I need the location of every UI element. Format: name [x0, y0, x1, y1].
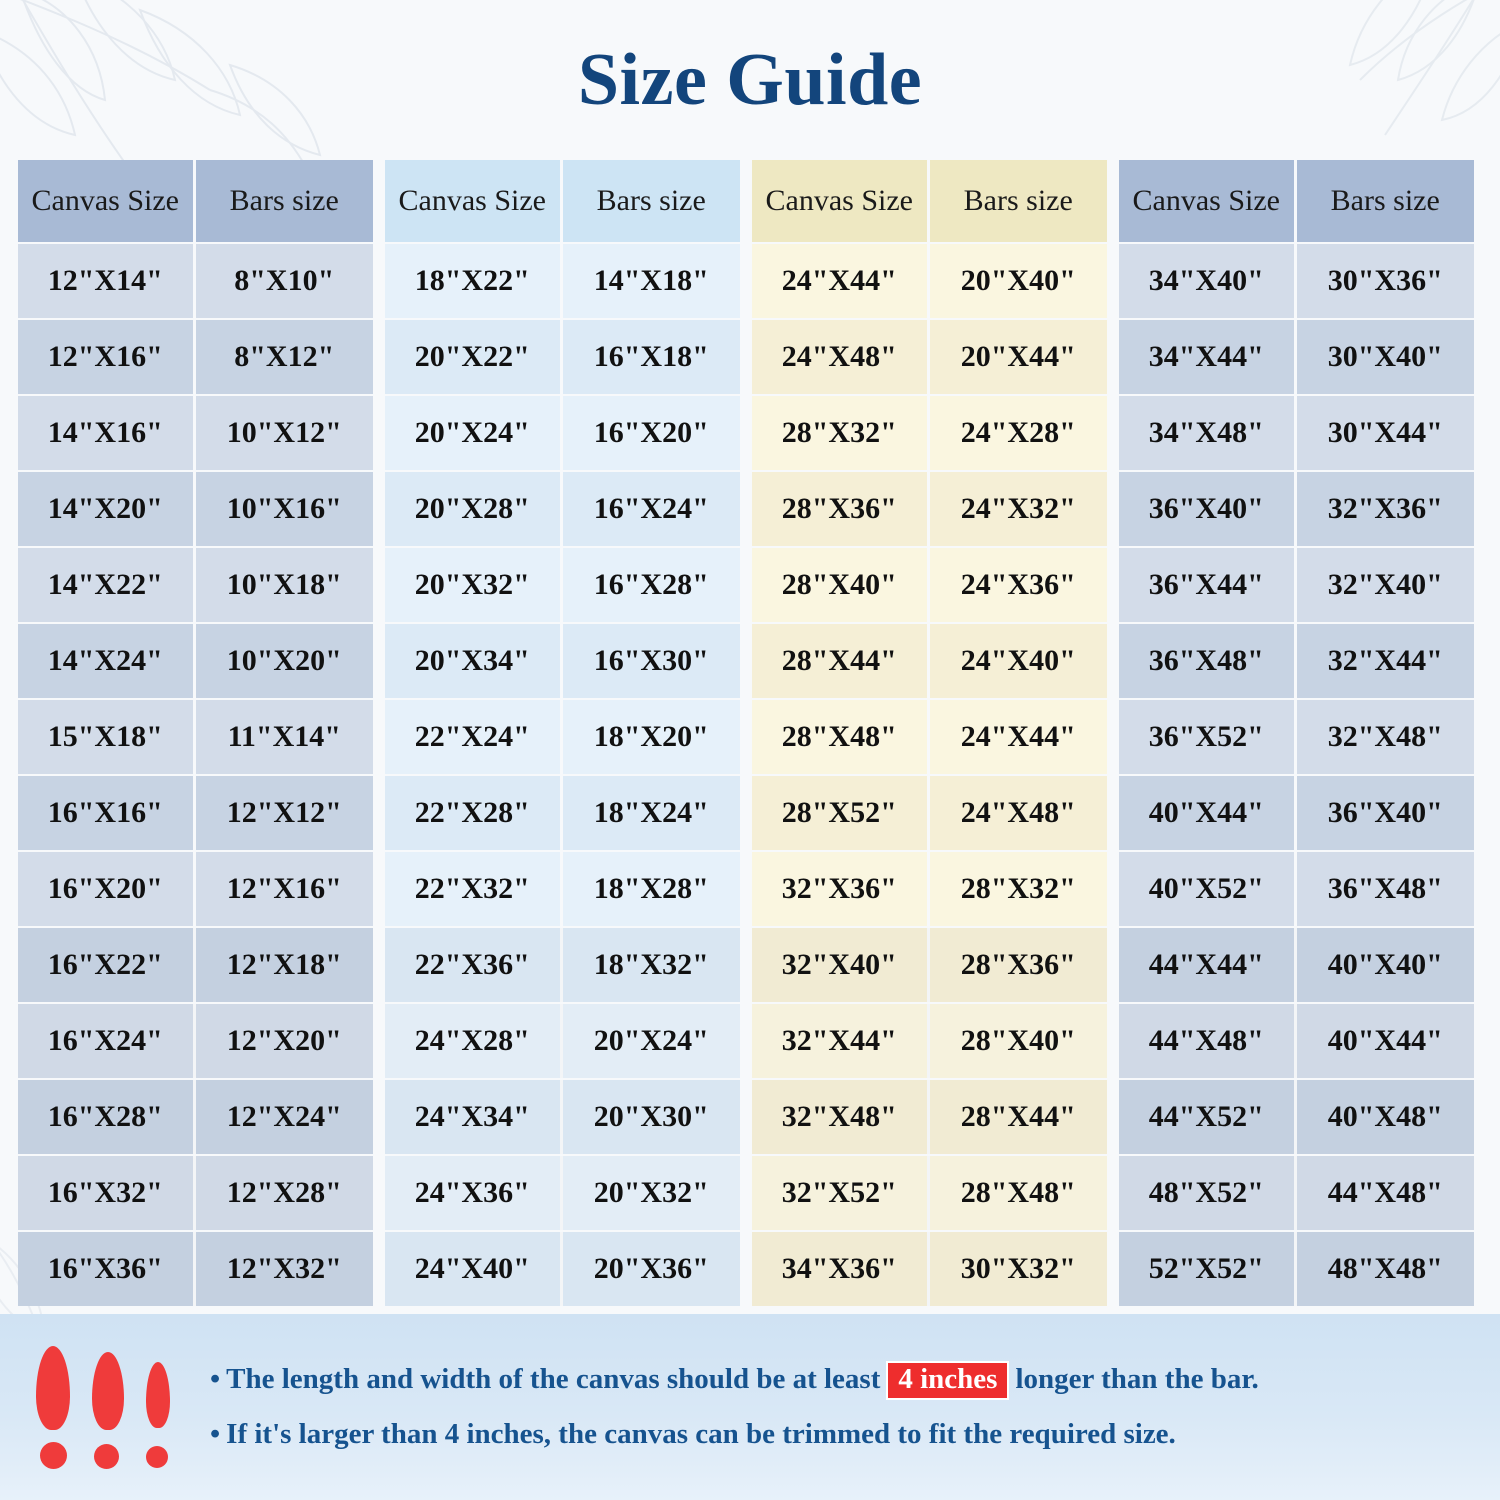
table-row [1119, 1232, 1474, 1306]
table-row [385, 852, 740, 926]
table-row [18, 852, 373, 926]
cell-bars-size: 40"X40" [1297, 928, 1475, 1002]
cell-canvas-size: 34"X48" [1119, 396, 1297, 470]
cell-bars-size: 28"X44" [930, 1080, 1108, 1154]
cell-bars-size: 11"X14" [196, 700, 374, 774]
cell-bars-size: 16"X20" [563, 396, 741, 470]
table-row [752, 548, 1107, 622]
cell-canvas-size: 28"X40" [752, 548, 930, 622]
table-row [752, 472, 1107, 546]
highlight-4-inches: 4 inches [886, 1361, 1009, 1399]
cell-canvas-size: 22"X36" [385, 928, 563, 1002]
table-row [385, 928, 740, 1002]
table-row [385, 1004, 740, 1078]
cell-canvas-size: 40"X52" [1119, 852, 1297, 926]
cell-bars-size: 16"X30" [563, 624, 741, 698]
cell-bars-size: 20"X36" [563, 1232, 741, 1306]
table-row [752, 320, 1107, 394]
size-tables-container [18, 158, 1488, 1308]
cell-bars-size: 10"X16" [196, 472, 374, 546]
column-header-bars-size: Bars size [196, 160, 374, 242]
table-header-row [1119, 160, 1474, 242]
cell-canvas-size: 28"X48" [752, 700, 930, 774]
table-row [752, 1232, 1107, 1306]
cell-bars-size: 10"X20" [196, 624, 374, 698]
cell-bars-size: 28"X40" [930, 1004, 1108, 1078]
cell-bars-size: 30"X40" [1297, 320, 1475, 394]
cell-canvas-size: 12"X16" [18, 320, 196, 394]
cell-bars-size: 24"X28" [930, 396, 1108, 470]
table-row [18, 1004, 373, 1078]
cell-canvas-size: 20"X34" [385, 624, 563, 698]
cell-canvas-size: 34"X40" [1119, 244, 1297, 318]
cell-canvas-size: 16"X16" [18, 776, 196, 850]
cell-bars-size: 28"X48" [930, 1156, 1108, 1230]
cell-bars-size: 12"X32" [196, 1232, 374, 1306]
table-row [18, 320, 373, 394]
cell-canvas-size: 24"X34" [385, 1080, 563, 1154]
cell-bars-size: 28"X32" [930, 852, 1108, 926]
table-row [1119, 320, 1474, 394]
cell-bars-size: 8"X12" [196, 320, 374, 394]
table-row [18, 244, 373, 318]
cell-bars-size: 24"X48" [930, 776, 1108, 850]
cell-canvas-size: 28"X44" [752, 624, 930, 698]
cell-canvas-size: 52"X52" [1119, 1232, 1297, 1306]
cell-bars-size: 24"X40" [930, 624, 1108, 698]
table-row [1119, 700, 1474, 774]
cell-bars-size: 18"X28" [563, 852, 741, 926]
table-row [385, 1232, 740, 1306]
table-row [18, 396, 373, 470]
table-row [385, 472, 740, 546]
cell-canvas-size: 24"X48" [752, 320, 930, 394]
table-row [752, 1080, 1107, 1154]
cell-canvas-size: 24"X40" [385, 1232, 563, 1306]
cell-bars-size: 12"X12" [196, 776, 374, 850]
cell-bars-size: 30"X44" [1297, 396, 1475, 470]
column-header-bars-size: Bars size [1297, 160, 1475, 242]
cell-bars-size: 32"X44" [1297, 624, 1475, 698]
cell-bars-size: 12"X24" [196, 1080, 374, 1154]
cell-canvas-size: 36"X44" [1119, 548, 1297, 622]
cell-bars-size: 20"X40" [930, 244, 1108, 318]
table-row [1119, 852, 1474, 926]
table-row [18, 1080, 373, 1154]
cell-canvas-size: 44"X52" [1119, 1080, 1297, 1154]
table-row [1119, 1080, 1474, 1154]
table-header-row [385, 160, 740, 242]
cell-bars-size: 28"X36" [930, 928, 1108, 1002]
table-row [1119, 928, 1474, 1002]
cell-canvas-size: 16"X24" [18, 1004, 196, 1078]
cell-canvas-size: 22"X32" [385, 852, 563, 926]
cell-bars-size: 18"X20" [563, 700, 741, 774]
table-row [1119, 1156, 1474, 1230]
table-row [752, 1004, 1107, 1078]
cell-bars-size: 24"X36" [930, 548, 1108, 622]
cell-bars-size: 40"X44" [1297, 1004, 1475, 1078]
cell-bars-size: 24"X44" [930, 700, 1108, 774]
size-table-1 [18, 158, 373, 1308]
cell-bars-size: 20"X30" [563, 1080, 741, 1154]
cell-canvas-size: 32"X52" [752, 1156, 930, 1230]
table-row [18, 472, 373, 546]
bullet-glyph: • [210, 1417, 221, 1450]
cell-canvas-size: 40"X44" [1119, 776, 1297, 850]
table-row [752, 396, 1107, 470]
table-row [385, 1080, 740, 1154]
table-row [1119, 1004, 1474, 1078]
note-1-text-part-2: longer than the bar. [1015, 1363, 1259, 1396]
table-row [385, 700, 740, 774]
table-row [1119, 548, 1474, 622]
table-row [385, 320, 740, 394]
cell-canvas-size: 16"X28" [18, 1080, 196, 1154]
cell-canvas-size: 20"X32" [385, 548, 563, 622]
table-row [385, 624, 740, 698]
cell-canvas-size: 20"X28" [385, 472, 563, 546]
note-line-2 [210, 1416, 1482, 1453]
cell-canvas-size: 14"X22" [18, 548, 196, 622]
cell-bars-size: 24"X32" [930, 472, 1108, 546]
table-row [752, 624, 1107, 698]
table-row [1119, 472, 1474, 546]
table-row [1119, 776, 1474, 850]
cell-canvas-size: 24"X44" [752, 244, 930, 318]
cell-canvas-size: 48"X52" [1119, 1156, 1297, 1230]
cell-canvas-size: 18"X22" [385, 244, 563, 318]
table-row [1119, 624, 1474, 698]
cell-canvas-size: 34"X44" [1119, 320, 1297, 394]
cell-canvas-size: 14"X24" [18, 624, 196, 698]
cell-bars-size: 40"X48" [1297, 1080, 1475, 1154]
cell-canvas-size: 15"X18" [18, 700, 196, 774]
table-row [752, 928, 1107, 1002]
exclamation-mark-icon [0, 1314, 210, 1500]
table-row [752, 776, 1107, 850]
size-table-4 [1119, 158, 1474, 1308]
table-row [752, 852, 1107, 926]
bullet-glyph: • [210, 1363, 221, 1396]
cell-bars-size: 12"X18" [196, 928, 374, 1002]
cell-canvas-size: 32"X48" [752, 1080, 930, 1154]
size-table-3 [752, 158, 1107, 1308]
column-header-canvas-size: Canvas Size [385, 160, 563, 242]
cell-canvas-size: 16"X32" [18, 1156, 196, 1230]
table-row [385, 548, 740, 622]
cell-bars-size: 12"X20" [196, 1004, 374, 1078]
cell-canvas-size: 28"X32" [752, 396, 930, 470]
table-row [18, 1156, 373, 1230]
cell-bars-size: 44"X48" [1297, 1156, 1475, 1230]
cell-bars-size: 36"X40" [1297, 776, 1475, 850]
cell-canvas-size: 32"X36" [752, 852, 930, 926]
cell-canvas-size: 36"X52" [1119, 700, 1297, 774]
table-row [752, 1156, 1107, 1230]
column-header-bars-size: Bars size [930, 160, 1108, 242]
table-row [1119, 396, 1474, 470]
cell-canvas-size: 20"X22" [385, 320, 563, 394]
table-row [752, 244, 1107, 318]
table-row [18, 624, 373, 698]
cell-bars-size: 12"X28" [196, 1156, 374, 1230]
cell-canvas-size: 28"X52" [752, 776, 930, 850]
cell-canvas-size: 24"X36" [385, 1156, 563, 1230]
size-table-2 [385, 158, 740, 1308]
cell-bars-size: 10"X12" [196, 396, 374, 470]
table-row [18, 928, 373, 1002]
table-row [18, 700, 373, 774]
cell-canvas-size: 36"X40" [1119, 472, 1297, 546]
note-2-text: If it's larger than 4 inches, the canvas can be trimmed to fit the required size. [226, 1417, 1176, 1450]
footer-note-bar [0, 1314, 1500, 1500]
cell-bars-size: 16"X28" [563, 548, 741, 622]
cell-bars-size: 20"X32" [563, 1156, 741, 1230]
cell-canvas-size: 32"X44" [752, 1004, 930, 1078]
cell-canvas-size: 14"X20" [18, 472, 196, 546]
cell-canvas-size: 32"X40" [752, 928, 930, 1002]
cell-canvas-size: 28"X36" [752, 472, 930, 546]
cell-bars-size: 32"X40" [1297, 548, 1475, 622]
note-line-1 [210, 1361, 1482, 1399]
column-header-canvas-size: Canvas Size [18, 160, 196, 242]
table-row [18, 548, 373, 622]
cell-canvas-size: 14"X16" [18, 396, 196, 470]
table-row [18, 1232, 373, 1306]
cell-bars-size: 30"X32" [930, 1232, 1108, 1306]
cell-canvas-size: 22"X24" [385, 700, 563, 774]
cell-canvas-size: 16"X36" [18, 1232, 196, 1306]
cell-canvas-size: 24"X28" [385, 1004, 563, 1078]
cell-bars-size: 16"X24" [563, 472, 741, 546]
notes-list [210, 1361, 1500, 1453]
cell-bars-size: 18"X32" [563, 928, 741, 1002]
table-row [752, 700, 1107, 774]
cell-canvas-size: 22"X28" [385, 776, 563, 850]
cell-bars-size: 36"X48" [1297, 852, 1475, 926]
table-row [385, 1156, 740, 1230]
page-title: Size Guide [577, 39, 923, 121]
column-header-canvas-size: Canvas Size [1119, 160, 1297, 242]
cell-canvas-size: 16"X20" [18, 852, 196, 926]
table-header-row [752, 160, 1107, 242]
cell-bars-size: 16"X18" [563, 320, 741, 394]
cell-canvas-size: 36"X48" [1119, 624, 1297, 698]
table-header-row [18, 160, 373, 242]
column-header-bars-size: Bars size [563, 160, 741, 242]
cell-bars-size: 14"X18" [563, 244, 741, 318]
cell-bars-size: 48"X48" [1297, 1232, 1475, 1306]
table-row [385, 396, 740, 470]
cell-bars-size: 32"X36" [1297, 472, 1475, 546]
cell-canvas-size: 44"X48" [1119, 1004, 1297, 1078]
note-1-text-part-1: The length and width of the canvas should be at least [226, 1363, 881, 1396]
cell-canvas-size: 16"X22" [18, 928, 196, 1002]
cell-bars-size: 20"X24" [563, 1004, 741, 1078]
cell-canvas-size: 20"X24" [385, 396, 563, 470]
cell-bars-size: 8"X10" [196, 244, 374, 318]
cell-bars-size: 32"X48" [1297, 700, 1475, 774]
cell-bars-size: 18"X24" [563, 776, 741, 850]
cell-bars-size: 30"X36" [1297, 244, 1475, 318]
cell-bars-size: 10"X18" [196, 548, 374, 622]
cell-canvas-size: 44"X44" [1119, 928, 1297, 1002]
table-row [385, 244, 740, 318]
cell-bars-size: 20"X44" [930, 320, 1108, 394]
table-row [18, 776, 373, 850]
table-row [1119, 244, 1474, 318]
cell-canvas-size: 12"X14" [18, 244, 196, 318]
cell-bars-size: 12"X16" [196, 852, 374, 926]
column-header-canvas-size: Canvas Size [752, 160, 930, 242]
table-row [385, 776, 740, 850]
cell-canvas-size: 34"X36" [752, 1232, 930, 1306]
